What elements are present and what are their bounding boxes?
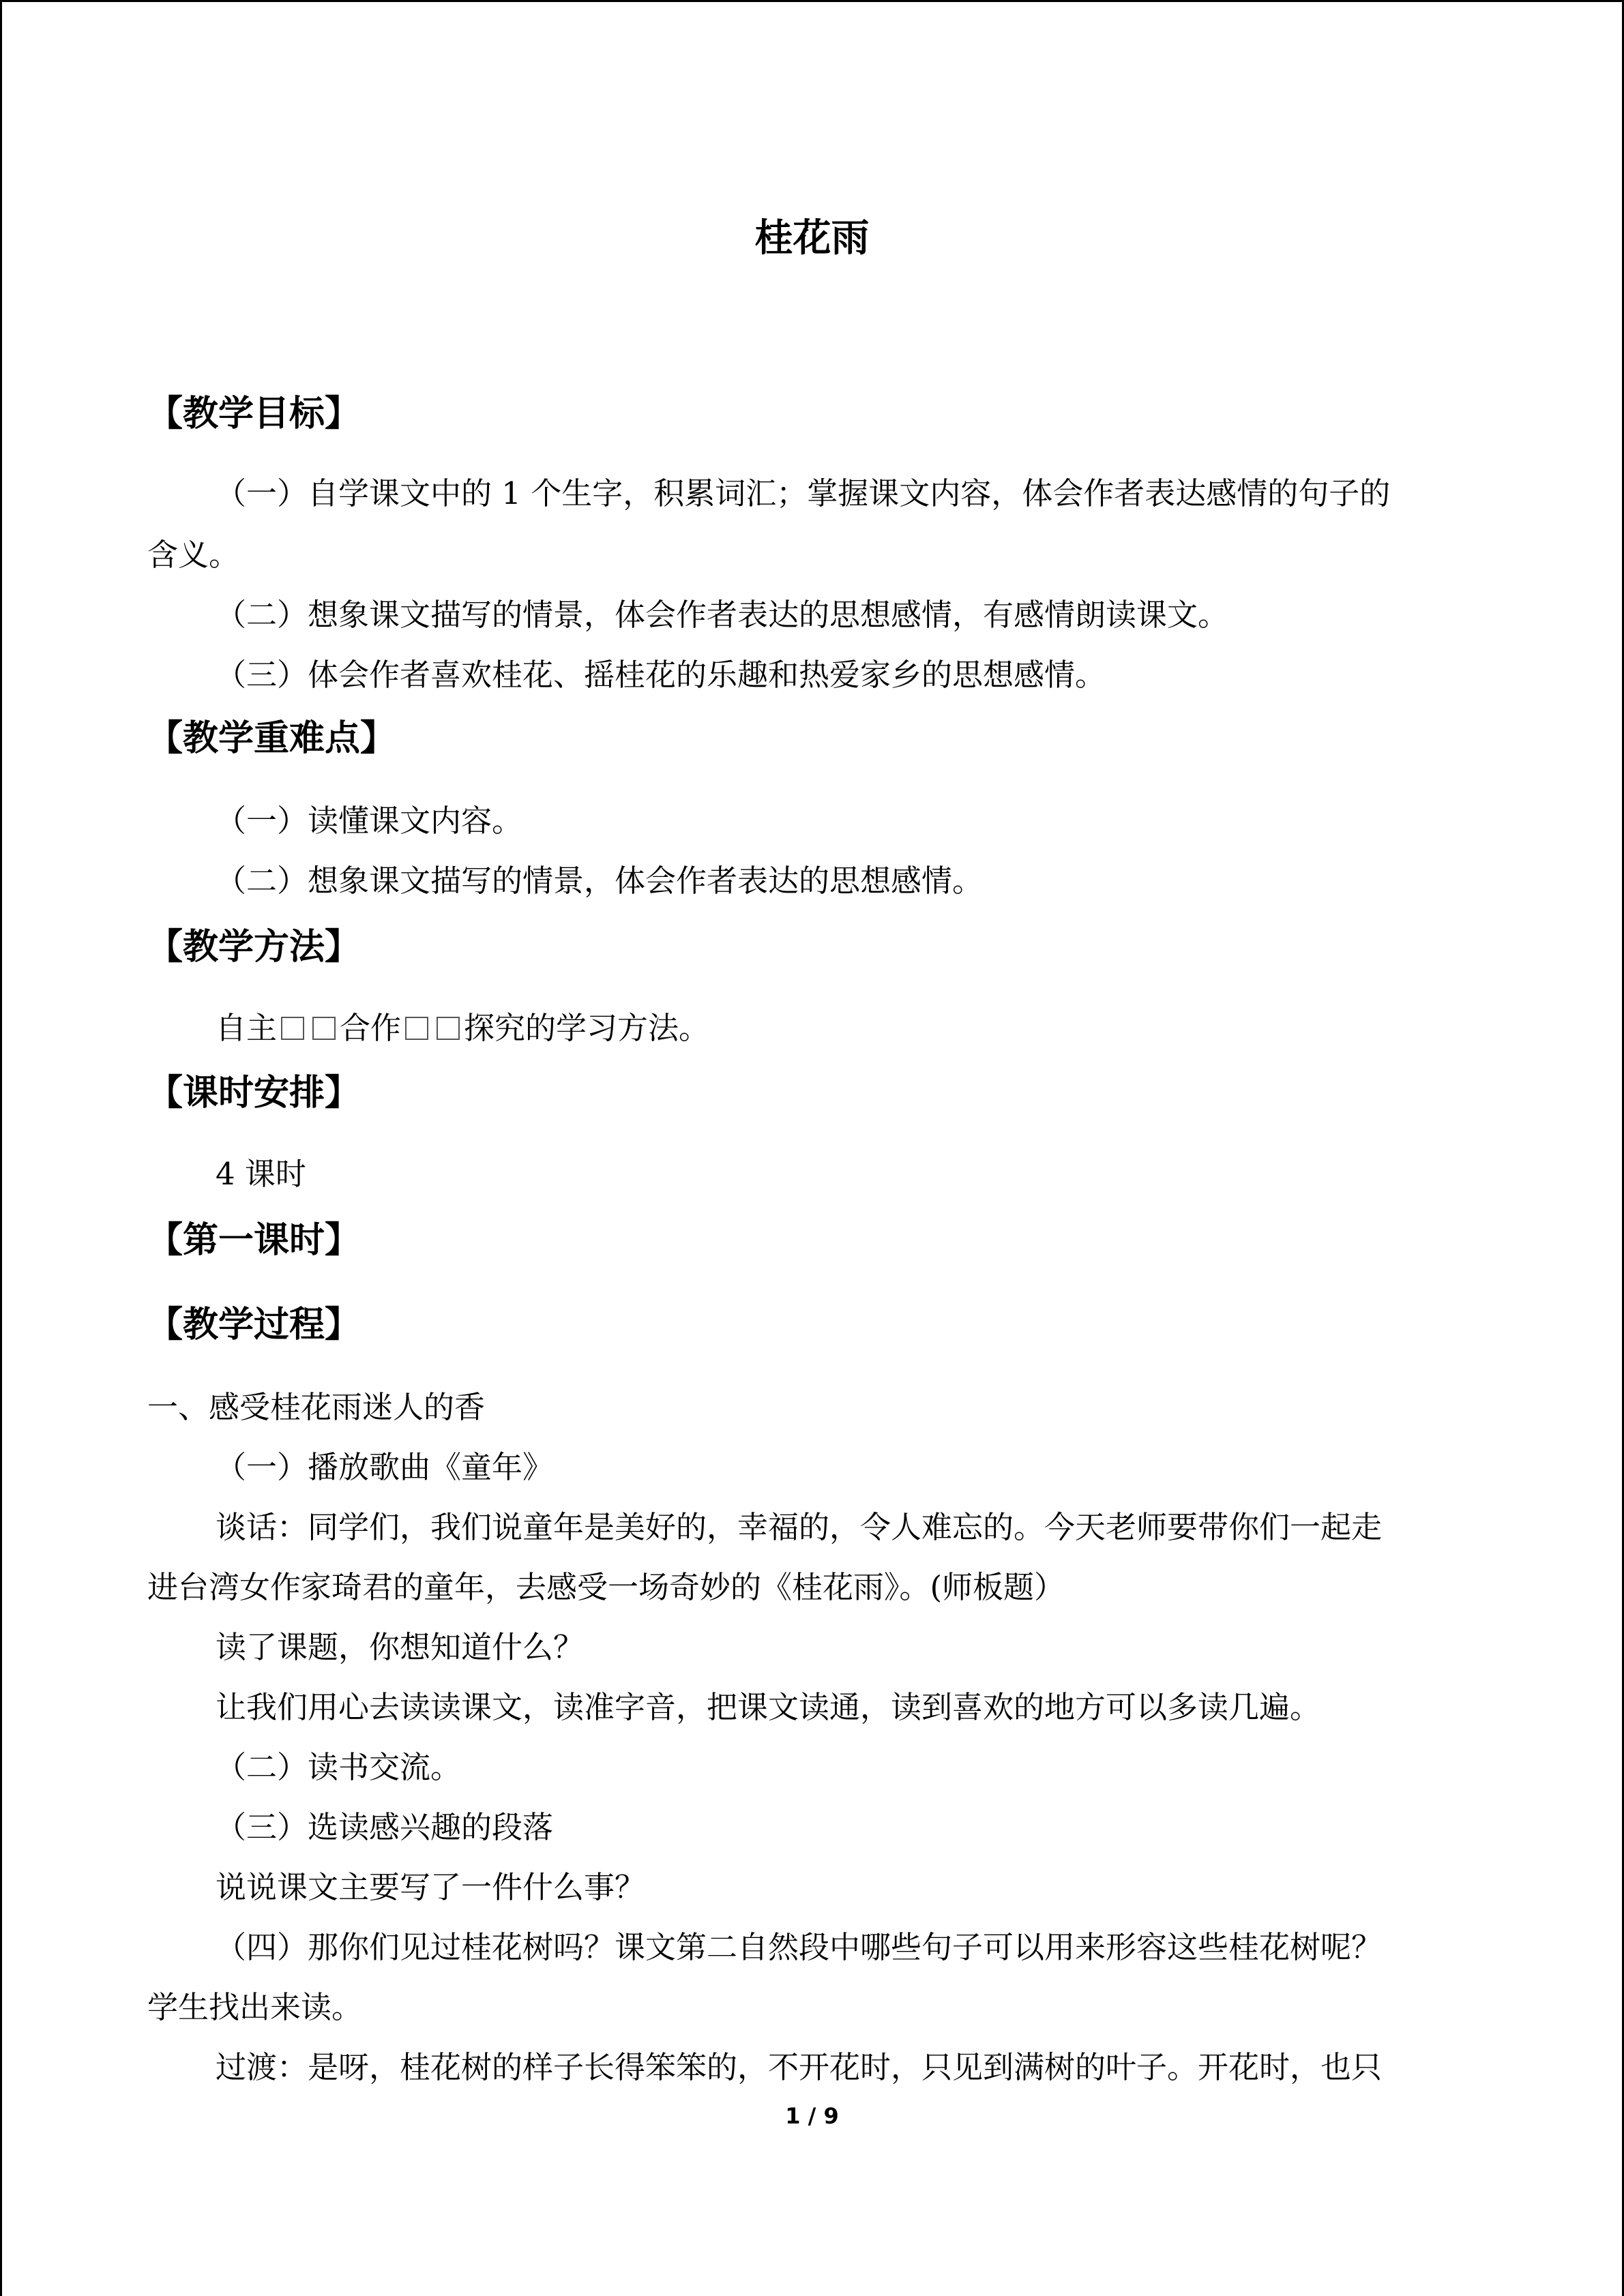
process-line: 过渡：是呀，桂花树的样子长得笨笨的，不开花时，只见到满树的叶子。开花时，也只 [216,2049,1383,2085]
method-part-3: 探究的学习方法。 [464,1010,710,1046]
goal-item-1: （一）自学课文中的 1 个生字，积累词汇；掌握课文内容，体会作者表达感情的句子的 [216,475,1391,511]
placeholder-box [312,1017,336,1040]
method-part-2: 合作 [340,1010,402,1046]
goal-item-3: （三）体会作者喜欢桂花、摇桂花的乐趣和热爱家乡的思想感情。 [216,657,1106,693]
process-line: 学生找出来读。 [147,1989,363,2025]
process-line: 谈话：同学们，我们说童年是美好的，幸福的，令人难忘的。今天老师要带你们一起走 [216,1509,1383,1545]
placeholder-box [405,1017,428,1040]
document-title: 桂花雨 [754,216,870,260]
process-line: （四）那你们见过桂花树吗？课文第二自然段中哪些句子可以用来形容这些桂花树呢？ [216,1929,1383,1965]
process-line: 读了课题，你想知道什么？ [216,1629,585,1665]
heading-schedule: 【课时安排】 [147,1073,361,1114]
heading-teaching-process: 【教学过程】 [147,1304,361,1345]
page-border-left [0,0,2,2296]
process-line: （二）读书交流。 [216,1749,462,1785]
process-line: 进台湾女作家琦君的童年，去感受一场奇妙的《桂花雨》。(师板题） [147,1569,1065,1605]
method-part-1: 自主 [216,1010,278,1046]
process-line: （一）播放歌曲《童年》 [216,1449,554,1485]
key-point-1: （一）读懂课文内容。 [216,803,523,839]
goal-item-1-continued: 含义。 [147,537,240,573]
process-line: 一、感受桂花雨迷人的香 [147,1389,486,1425]
heading-teaching-goals: 【教学目标】 [147,393,361,434]
teaching-method-text [216,1008,709,1049]
process-line: 说说课文主要写了一件什么事？ [216,1869,646,1905]
page-border-top [0,0,1624,2]
schedule-text: 4 课时 [216,1156,306,1192]
process-line: （三）选读感兴趣的段落 [216,1809,554,1845]
heading-key-points: 【教学重难点】 [147,718,396,759]
goal-item-2: （二）想象课文描写的情景，体会作者表达的思想感情，有感情朗读课文。 [216,597,1229,633]
placeholder-box [281,1017,304,1040]
key-point-2: （二）想象课文描写的情景，体会作者表达的思想感情。 [216,863,984,899]
placeholder-box [437,1017,460,1040]
heading-teaching-method: 【教学方法】 [147,927,361,968]
process-line: 让我们用心去读读课文，读准字音，把课文读通，读到喜欢的地方可以多读几遍。 [216,1689,1321,1725]
heading-first-lesson: 【第一课时】 [147,1220,361,1261]
page-number: 1 / 9 [785,2103,839,2129]
